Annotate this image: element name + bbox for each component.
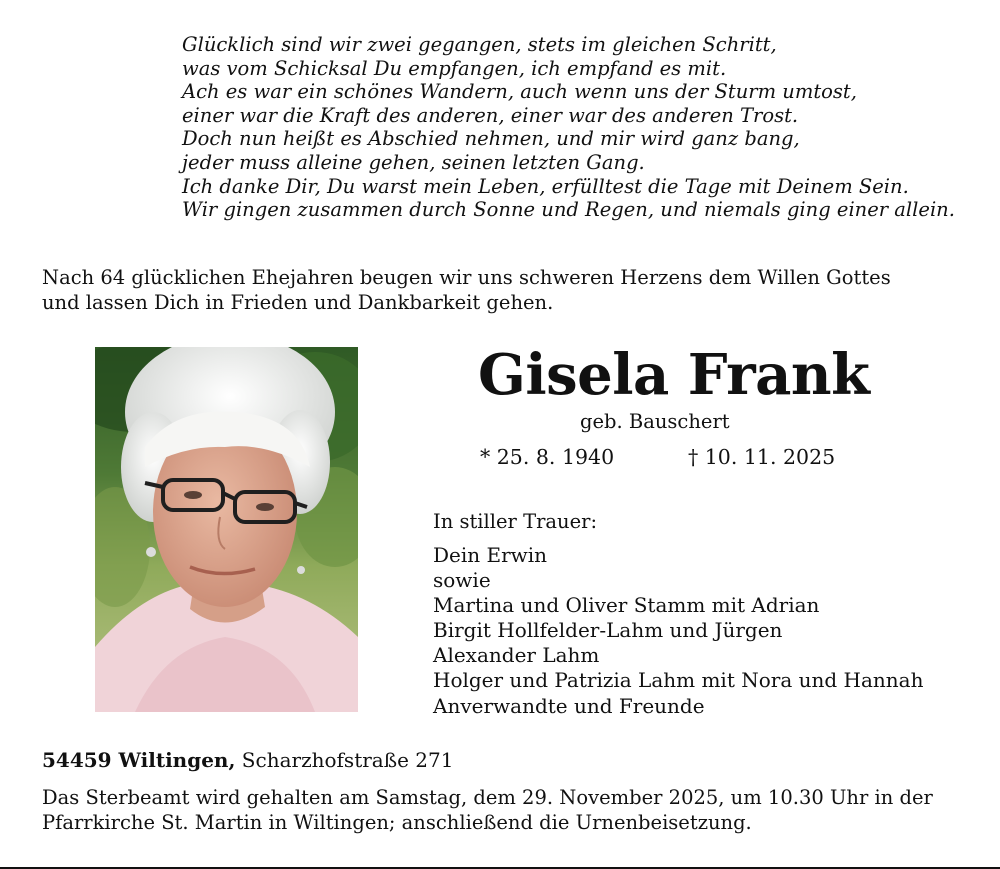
- mourner-line: Anverwandte und Freunde: [433, 693, 705, 718]
- birth-date: * 25. 8. 1940: [480, 445, 615, 469]
- address-street: Scharzhofstraße 271: [241, 748, 454, 772]
- deceased-name: Gisela Frank: [478, 342, 870, 408]
- poem-line: jeder muss alleine gehen, seinen letzten Gang.: [182, 150, 645, 174]
- death-date: † 10. 11. 2025: [688, 445, 836, 469]
- intro-line: Nach 64 glücklichen Ehejahren beugen wir uns schweren Herzens dem Willen Gottes: [42, 266, 891, 289]
- intro-line: und lassen Dich in Frieden und Dankbarkeit gehen.: [42, 291, 554, 314]
- mourner-line: Dein Erwin: [433, 543, 548, 567]
- poem: [182, 33, 982, 222]
- service-line: Pfarrkirche St. Martin in Wiltingen; anschließend die Urnenbeisetzung.: [42, 810, 752, 834]
- intro-text: [42, 265, 982, 315]
- poem-line: Ich danke Dir, Du warst mein Leben, erfülltest die Tage mit Deinem Sein.: [182, 174, 909, 198]
- life-dates: [480, 443, 900, 471]
- address: [42, 746, 453, 774]
- mourner-line: Martina und Oliver Stamm mit Adrian: [433, 593, 820, 618]
- poem-line: was vom Schicksal Du empfangen, ich empfand es mit.: [182, 56, 727, 80]
- mourner-line: Alexander Lahm: [433, 643, 600, 668]
- poem-line: Wir gingen zusammen durch Sonne und Regen, und niemals ging einer allein.: [182, 198, 955, 222]
- poem-line: Glücklich sind wir zwei gegangen, stets im gleichen Schritt,: [182, 33, 777, 56]
- mourner-line: Birgit Hollfelder-Lahm und Jürgen: [433, 618, 783, 643]
- mourner-line: sowie: [433, 568, 491, 593]
- address-city: 54459 Wiltingen,: [42, 748, 236, 772]
- poem-line: einer war die Kraft des anderen, einer war des anderen Trost.: [182, 103, 799, 127]
- poem-line: Doch nun heißt es Abschied nehmen, und mir wird ganz bang,: [182, 127, 800, 151]
- service-line: Das Sterbeamt wird gehalten am Samstag, dem 29. November 2025, um 10.30 Uhr in der: [42, 786, 933, 809]
- funeral-service-info: [42, 786, 982, 835]
- portrait-photo: [95, 347, 358, 712]
- mourner-line: Holger und Patrizia Lahm mit Nora und Hannah: [433, 668, 924, 693]
- mourners-list: [433, 543, 923, 719]
- maiden-name: geb. Bauschert: [580, 410, 730, 433]
- poem-line: Ach es war ein schönes Wandern, auch wenn uns der Sturm umtost,: [182, 80, 857, 104]
- mourning-label: In stiller Trauer:: [433, 510, 598, 533]
